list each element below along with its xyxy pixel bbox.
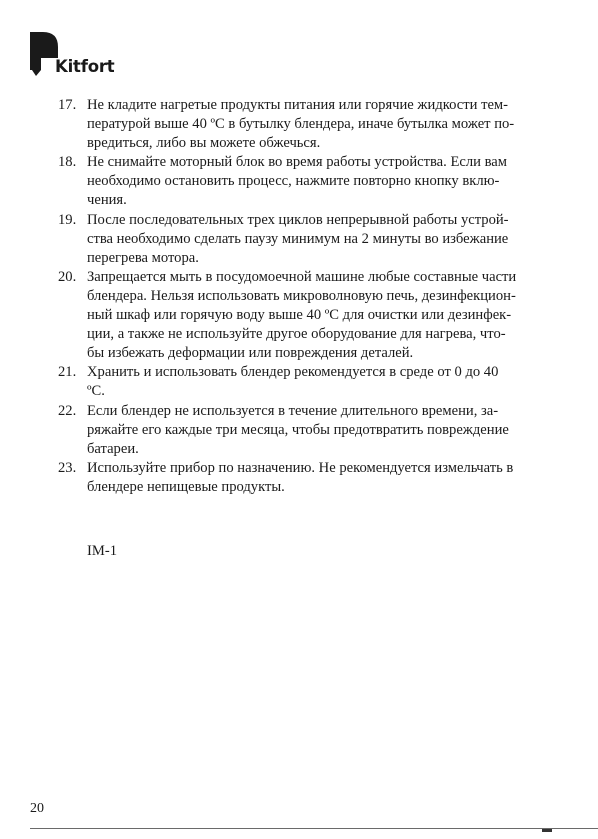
- list-item: [58, 96, 558, 153]
- list-item-number: 18.: [58, 154, 77, 171]
- list-item-text: [87, 96, 558, 153]
- list-item-line: необходимо остановить процесс, нажмите повторно кнопку вклю-: [87, 173, 500, 190]
- list-item-text: [87, 153, 558, 210]
- list-item-text: [87, 459, 558, 497]
- kitfort-logo: [30, 32, 140, 80]
- list-item-line: чения.: [87, 192, 127, 209]
- model-code: IM-1: [87, 543, 117, 559]
- instruction-list: [58, 96, 558, 497]
- list-item: [58, 402, 558, 459]
- list-item-number: 22.: [58, 402, 77, 419]
- list-item: [58, 459, 558, 497]
- list-item-line: вредиться, либо вы можете обжечься.: [87, 135, 321, 152]
- list-item-line: Не кладите нагретые продукты питания или горячие жидкости тем-: [87, 97, 509, 113]
- list-item-text: [87, 211, 558, 268]
- list-item-line: перегрева мотора.: [87, 249, 199, 266]
- brand-name: Kitfort: [55, 57, 115, 76]
- list-item-text: [87, 402, 558, 459]
- list-item-line: После последовательных трех циклов непрерывной работы устрой-: [87, 211, 509, 228]
- list-item-line: ный шкаф или горячую воду выше 40 ºC для очистки или дезинфек-: [87, 307, 512, 324]
- footer-mark: [542, 829, 552, 832]
- list-item-line: Не снимайте моторный блок во время работы устройства. Если вам: [87, 154, 507, 171]
- list-item-line: блендере непищевые продукты.: [87, 478, 285, 495]
- list-item-line: Хранить и использовать блендер рекомендуется в среде от 0 до 40: [87, 364, 499, 381]
- footer-rule: [30, 828, 598, 829]
- list-item-line: Используйте прибор по назначению. Не рекомендуется измельчать в: [87, 459, 514, 476]
- list-item-line: бы избежать деформации или повреждения деталей.: [87, 345, 414, 362]
- list-item: [58, 211, 558, 268]
- list-item-line: батареи.: [87, 440, 139, 457]
- list-item-number: 19.: [58, 211, 77, 228]
- list-item-number: 23.: [58, 459, 77, 476]
- list-item-text: [87, 363, 558, 401]
- list-item-line: Запрещается мыть в посудомоечной машине любые составные части: [87, 268, 517, 285]
- list-item-line: пературой выше 40 ºC в бутылку блендера, иначе бутылка может по-: [87, 116, 515, 133]
- list-item-number: 21.: [58, 364, 77, 381]
- list-item: [58, 363, 558, 401]
- list-item-line: Если блендер не используется в течение длительного времени, за-: [87, 402, 499, 419]
- list-item-text: [87, 268, 558, 363]
- list-item-line: ства необходимо сделать паузу минимум на 2 минуты во избежание: [87, 230, 509, 247]
- list-item-line: ряжайте его каждые три месяца, чтобы предотвратить повреждение: [87, 421, 509, 438]
- page-number: 20: [30, 801, 44, 816]
- list-item-line: блендера. Нельзя использовать микроволновую печь, дезинфекцион-: [87, 287, 516, 304]
- list-item-number: 20.: [58, 268, 77, 285]
- list-item: [58, 153, 558, 210]
- list-item-line: ºC.: [87, 383, 105, 400]
- list-item-line: ции, а также не используйте другое оборудование для нагрева, что-: [87, 326, 506, 343]
- list-item: [58, 268, 558, 363]
- list-item-number: 17.: [58, 97, 77, 113]
